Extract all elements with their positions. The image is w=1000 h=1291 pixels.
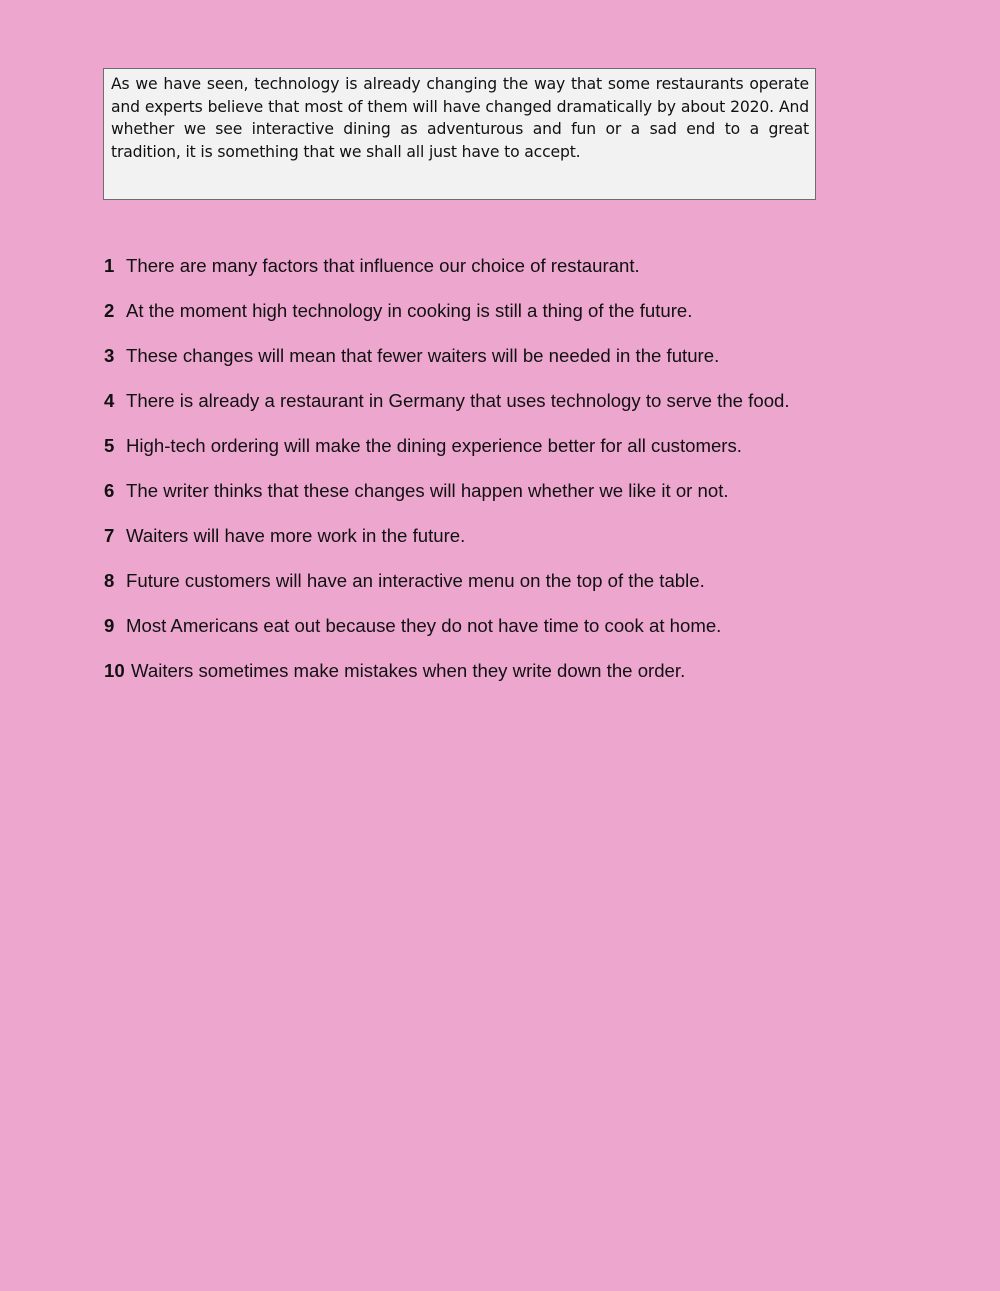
statement-number: 4 bbox=[104, 390, 115, 411]
statement-number: 2 bbox=[104, 300, 115, 321]
statement-text: Future customers will have an interactive menu on the top of the table. bbox=[126, 570, 705, 591]
statement-item bbox=[104, 477, 964, 522]
statement-item bbox=[104, 657, 964, 702]
statement-item bbox=[104, 522, 964, 567]
statement-text: The writer thinks that these changes will happen whether we like it or not. bbox=[126, 480, 729, 501]
passage-box bbox=[103, 68, 816, 200]
statement-item bbox=[104, 387, 964, 432]
statement-item bbox=[104, 567, 964, 612]
statement-text: At the moment high technology in cooking is still a thing of the future. bbox=[126, 300, 693, 321]
statement-text: High-tech ordering will make the dining experience better for all customers. bbox=[126, 435, 742, 456]
statement-number: 8 bbox=[104, 570, 115, 591]
statement-number: 9 bbox=[104, 615, 115, 636]
statement-item bbox=[104, 252, 964, 297]
passage-text: As we have seen, technology is already changing the way that some restaurants operate and experts believe that most of them will have changed dramatically by about 2020. And whether we see interactive dining as adventurous and fun or a sad end to a great tradition, it is something that we shall all just have to accept. bbox=[111, 75, 809, 161]
statement-text: These changes will mean that fewer waiters will be needed in the future. bbox=[126, 345, 720, 366]
statement-number: 5 bbox=[104, 435, 115, 456]
statement-item bbox=[104, 432, 964, 477]
statement-text: There is already a restaurant in Germany that uses technology to serve the food. bbox=[126, 390, 790, 411]
statement-item bbox=[104, 297, 964, 342]
statement-item bbox=[104, 342, 964, 387]
statement-list bbox=[104, 252, 964, 702]
statement-number: 1 bbox=[104, 255, 115, 276]
statement-text: Most Americans eat out because they do not have time to cook at home. bbox=[126, 615, 722, 636]
statement-text: Waiters sometimes make mistakes when they write down the order. bbox=[131, 660, 686, 681]
statement-number: 7 bbox=[104, 525, 115, 546]
statement-number: 6 bbox=[104, 480, 115, 501]
statement-number: 3 bbox=[104, 345, 115, 366]
statement-text: There are many factors that influence our choice of restaurant. bbox=[126, 255, 640, 276]
statement-number: 10 bbox=[104, 660, 125, 681]
statement-text: Waiters will have more work in the future. bbox=[126, 525, 466, 546]
statement-item bbox=[104, 612, 964, 657]
